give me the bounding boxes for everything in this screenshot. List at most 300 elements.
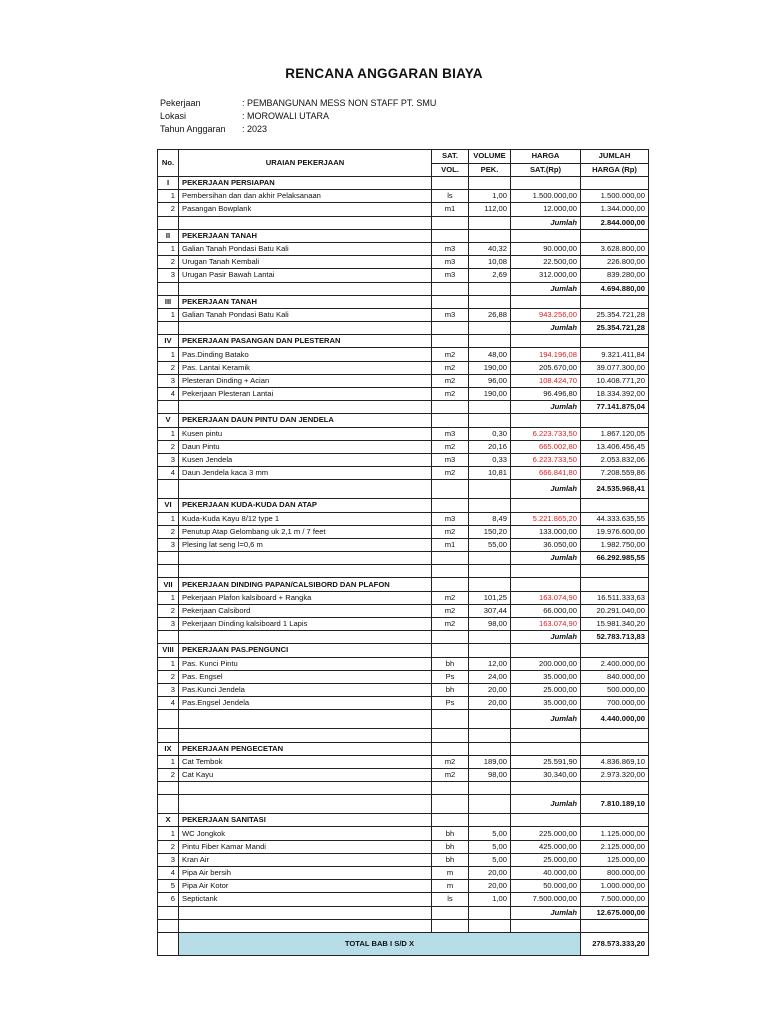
empty-cell [511,499,581,512]
item-number: 2 [158,840,179,853]
item-total: 1.000.000,00 [581,880,649,893]
meta-label: Pekerjaan [160,98,201,108]
item-unit: Ps [432,697,469,710]
item-volume: 26,88 [469,308,511,321]
empty-cell [511,335,581,348]
empty-cell [469,919,511,932]
item-unit-price: 40.000,00 [511,867,581,880]
empty-cell [158,906,179,919]
item-description: Kusen Jendela [179,453,432,466]
table-row [158,190,649,203]
empty-cell [179,552,432,565]
item-volume: 1,00 [469,190,511,203]
table-row [158,880,649,893]
item-number: 1 [158,657,179,670]
item-description: Penutup Atap Gelombang uk 2,1 m / 7 feet [179,525,432,538]
item-description: Pas. Lantai Keramik [179,361,432,374]
item-total: 9.321.411,84 [581,348,649,361]
empty-cell [432,565,469,578]
meta-value: : MOROWALI UTARA [242,111,330,121]
item-description: Pas.Kunci Jendela [179,683,432,696]
item-volume: 112,00 [469,203,511,216]
item-volume: 2,69 [469,269,511,282]
empty-cell [469,216,511,229]
item-unit: m2 [432,374,469,387]
empty-cell [511,414,581,427]
table-row [158,308,649,321]
empty-cell [158,729,179,742]
section-row [158,295,649,308]
item-total: 2.400.000,00 [581,657,649,670]
item-unit: m2 [432,618,469,631]
empty-cell [581,499,649,512]
subtotal-value: 24.535.968,41 [581,480,649,499]
empty-cell [432,631,469,644]
item-unit: m2 [432,440,469,453]
section-number: II [158,229,179,242]
table-row [158,840,649,853]
empty-cell [179,401,432,414]
item-number: 4 [158,697,179,710]
empty-cell [581,814,649,827]
grand-total-value: 278.573.333,20 [581,932,649,955]
empty-cell [158,480,179,499]
empty-cell [511,578,581,591]
section-name: PEKERJAAN DAUN PINTU DAN JENDELA [179,414,432,427]
item-total: 2.973.320,00 [581,768,649,781]
item-total: 1.982.750,00 [581,538,649,551]
item-volume: 190,00 [469,361,511,374]
meta-label: Tahun Anggaran [160,124,226,134]
item-unit-price: 25.000,00 [511,853,581,866]
table-row [158,269,649,282]
blank-row [158,565,649,578]
item-unit-price: 35.000,00 [511,697,581,710]
empty-cell [581,335,649,348]
item-number: 1 [158,755,179,768]
item-volume: 189,00 [469,755,511,768]
item-unit-price: 943.256,00 [511,308,581,321]
subtotal-value: 4.440.000,00 [581,710,649,729]
item-description: Pekerjaan Calsibord [179,604,432,617]
item-unit: m3 [432,269,469,282]
item-unit: m3 [432,308,469,321]
empty-cell [179,480,432,499]
item-unit-price: 35.000,00 [511,670,581,683]
empty-cell [511,814,581,827]
subtotal-value: 7.810.189,10 [581,795,649,814]
item-number: 1 [158,427,179,440]
table-row [158,440,649,453]
empty-cell [432,499,469,512]
table-row [158,453,649,466]
item-unit: m2 [432,591,469,604]
empty-cell [469,729,511,742]
item-volume: 98,00 [469,618,511,631]
item-number: 3 [158,538,179,551]
table-row [158,827,649,840]
table-row [158,683,649,696]
subtotal-value: 25.354.721,28 [581,322,649,335]
item-volume: 24,00 [469,670,511,683]
item-volume: 0,33 [469,453,511,466]
empty-cell [432,216,469,229]
item-number: 2 [158,670,179,683]
item-number: 2 [158,768,179,781]
section-row [158,177,649,190]
empty-cell [469,710,511,729]
empty-cell [581,295,649,308]
empty-cell [179,565,432,578]
section-row [158,229,649,242]
empty-cell [581,229,649,242]
header-jumlah: JUMLAH [581,150,649,164]
grand-total-label: TOTAL BAB I S/D X [179,932,581,955]
subtotal-value: 66.292.985,55 [581,552,649,565]
item-unit-price: 163.074,90 [511,591,581,604]
blank-row [158,919,649,932]
subtotal-value: 4.694.880,00 [581,282,649,295]
item-unit: m1 [432,203,469,216]
empty-cell [469,177,511,190]
section-row [158,414,649,427]
empty-cell [432,295,469,308]
item-total: 226.800,00 [581,256,649,269]
subtotal-value: 52.783.713,83 [581,631,649,644]
empty-cell [179,631,432,644]
table-row [158,853,649,866]
item-volume: 1,00 [469,893,511,906]
item-description: Pekerjaan Plesteran Lantai [179,388,432,401]
section-name: PEKERJAAN PAS.PENGUNCI [179,644,432,657]
item-description: Pas.Engsel Jendela [179,697,432,710]
empty-cell [469,414,511,427]
table-row [158,361,649,374]
empty-cell [179,729,432,742]
empty-cell [432,795,469,814]
table-row [158,525,649,538]
subtotal-row [158,480,649,499]
item-description: Galian Tanah Pondasi Batu Kali [179,242,432,255]
section-number: IV [158,335,179,348]
item-total: 18.334.392,00 [581,388,649,401]
subtotal-label: Jumlah [511,710,581,729]
table-row [158,657,649,670]
subtotal-row [158,322,649,335]
header-sat-rp: SAT.(Rp) [511,163,581,177]
empty-cell [432,742,469,755]
header-sat: SAT. [432,150,469,164]
item-volume: 10,81 [469,467,511,480]
empty-cell [158,932,179,955]
section-number: III [158,295,179,308]
item-total: 1.125.000,00 [581,827,649,840]
item-volume: 12,00 [469,657,511,670]
item-volume: 8,49 [469,512,511,525]
empty-cell [158,710,179,729]
empty-cell [179,322,432,335]
item-total: 25.354.721,28 [581,308,649,321]
item-volume: 98,00 [469,768,511,781]
item-number: 1 [158,242,179,255]
empty-cell [469,644,511,657]
empty-cell [432,552,469,565]
empty-cell [469,795,511,814]
empty-cell [432,229,469,242]
empty-cell [432,782,469,795]
subtotal-row [158,216,649,229]
item-total: 1.500.000,00 [581,190,649,203]
item-number: 3 [158,453,179,466]
subtotal-value: 12.675.000,00 [581,906,649,919]
empty-cell [581,565,649,578]
table-row [158,538,649,551]
table-row [158,427,649,440]
item-description: Pas. Engsel [179,670,432,683]
item-number: 3 [158,618,179,631]
meta-label: Lokasi [160,111,187,121]
empty-cell [511,295,581,308]
item-unit: m3 [432,256,469,269]
empty-cell [469,229,511,242]
item-unit: m3 [432,453,469,466]
item-unit-price: 12.000,00 [511,203,581,216]
item-total: 800.000,00 [581,867,649,880]
table-body [158,177,649,956]
item-total: 44.333.635,55 [581,512,649,525]
meta-pekerjaan [160,98,436,108]
item-unit: bh [432,827,469,840]
section-row [158,814,649,827]
empty-cell [469,499,511,512]
empty-cell [469,578,511,591]
empty-cell [432,414,469,427]
item-total: 2.125.000,00 [581,840,649,853]
empty-cell [511,782,581,795]
header-harga-rp: HARGA (Rp) [581,163,649,177]
item-number: 3 [158,853,179,866]
item-number: 3 [158,269,179,282]
item-description: Pembersihan dan dan akhir Pelaksanaan [179,190,432,203]
subtotal-row [158,282,649,295]
item-volume: 101,25 [469,591,511,604]
item-unit-price: 163.074,90 [511,618,581,631]
subtotal-value: 2.844.000,00 [581,216,649,229]
empty-cell [511,919,581,932]
item-unit: m2 [432,348,469,361]
item-unit: m2 [432,467,469,480]
item-description: Cat Kayu [179,768,432,781]
item-volume: 0,30 [469,427,511,440]
table-row [158,374,649,387]
item-unit: m2 [432,388,469,401]
item-description: Pas.Dinding Batako [179,348,432,361]
table-row [158,867,649,880]
empty-cell [158,322,179,335]
item-volume: 20,00 [469,867,511,880]
meta-lokasi [160,111,329,121]
subtotal-row [158,795,649,814]
item-number: 2 [158,440,179,453]
empty-cell [179,710,432,729]
item-number: 2 [158,361,179,374]
empty-cell [432,644,469,657]
subtotal-label: Jumlah [511,216,581,229]
table-row [158,256,649,269]
table-row [158,512,649,525]
item-volume: 150,20 [469,525,511,538]
subtotal-label: Jumlah [511,480,581,499]
empty-cell [469,322,511,335]
item-number: 4 [158,467,179,480]
item-description: Galian Tanah Pondasi Batu Kali [179,308,432,321]
header-pek: PEK. [469,163,511,177]
item-description: Pekerjaan Dinding kalsiboard 1 Lapis [179,618,432,631]
item-unit-price: 25.591,90 [511,755,581,768]
item-unit: m2 [432,604,469,617]
item-number: 2 [158,525,179,538]
empty-cell [581,729,649,742]
item-total: 840.000,00 [581,670,649,683]
subtotal-value: 77.141.875,04 [581,401,649,414]
subtotal-label: Jumlah [511,906,581,919]
empty-cell [469,552,511,565]
item-total: 2.053.832,06 [581,453,649,466]
item-unit-price: 90.000,00 [511,242,581,255]
item-number: 1 [158,591,179,604]
item-volume: 96,00 [469,374,511,387]
item-unit-price: 66.000,00 [511,604,581,617]
empty-cell [158,401,179,414]
empty-cell [432,906,469,919]
item-description: Daun Pintu [179,440,432,453]
item-unit-price: 425.000,00 [511,840,581,853]
empty-cell [432,729,469,742]
item-total: 7.208.559,86 [581,467,649,480]
table-row [158,388,649,401]
subtotal-row [158,710,649,729]
item-total: 1.867.120,05 [581,427,649,440]
empty-cell [179,795,432,814]
subtotal-label: Jumlah [511,631,581,644]
empty-cell [469,742,511,755]
empty-cell [158,782,179,795]
item-unit: m3 [432,242,469,255]
empty-cell [581,742,649,755]
item-volume: 307,44 [469,604,511,617]
section-row [158,499,649,512]
item-description: Pasangan Bowplank [179,203,432,216]
empty-cell [179,919,432,932]
item-volume: 5,00 [469,840,511,853]
subtotal-row [158,401,649,414]
item-number: 4 [158,388,179,401]
item-number: 2 [158,256,179,269]
table-row [158,348,649,361]
empty-cell [469,565,511,578]
subtotal-label: Jumlah [511,795,581,814]
empty-cell [469,295,511,308]
item-description: Septictank [179,893,432,906]
empty-cell [158,282,179,295]
table-row [158,604,649,617]
item-number: 6 [158,893,179,906]
item-total: 125.000,00 [581,853,649,866]
item-volume: 10,08 [469,256,511,269]
item-number: 2 [158,203,179,216]
empty-cell [432,919,469,932]
item-unit: m1 [432,538,469,551]
empty-cell [511,742,581,755]
item-description: Plesing lat seng l=0,6 m [179,538,432,551]
item-unit: m2 [432,755,469,768]
section-name: PEKERJAAN KUDA-KUDA DAN ATAP [179,499,432,512]
item-unit: m2 [432,768,469,781]
empty-cell [158,631,179,644]
empty-cell [469,282,511,295]
section-name: PEKERJAAN DINDING PAPAN/CALSIBORD DAN PLAFON [179,578,432,591]
empty-cell [469,631,511,644]
item-description: Pintu Fiber Kamar Mandi [179,840,432,853]
item-description: Pipa Air bersih [179,867,432,880]
empty-cell [158,552,179,565]
item-volume: 20,00 [469,683,511,696]
item-unit: m3 [432,427,469,440]
item-unit-price: 200.000,00 [511,657,581,670]
meta-tahun [160,124,267,134]
header-vol: VOL. [432,163,469,177]
item-unit: m2 [432,525,469,538]
item-number: 4 [158,867,179,880]
item-unit-price: 7.500.000,00 [511,893,581,906]
section-number: VIII [158,644,179,657]
item-unit-price: 96.496,80 [511,388,581,401]
item-unit-price: 133.000,00 [511,525,581,538]
item-unit-price: 6.223.733,50 [511,427,581,440]
section-name: PEKERJAAN PERSIAPAN [179,177,432,190]
item-unit: bh [432,657,469,670]
item-unit-price: 312.000,00 [511,269,581,282]
item-description: Daun Jendela kaca 3 mm [179,467,432,480]
item-description: Kusen pintu [179,427,432,440]
item-total: 1.344.000,00 [581,203,649,216]
item-description: WC Jongkok [179,827,432,840]
item-description: Kuda-Kuda Kayu 8/12 type 1 [179,512,432,525]
empty-cell [432,282,469,295]
empty-cell [432,322,469,335]
item-number: 5 [158,880,179,893]
item-number: 1 [158,190,179,203]
item-number: 3 [158,374,179,387]
item-unit-price: 194.196,08 [511,348,581,361]
table-row [158,591,649,604]
empty-cell [432,177,469,190]
meta-value: : PEMBANGUNAN MESS NON STAFF PT. SMU [242,98,437,108]
empty-cell [179,216,432,229]
section-name: PEKERJAAN TANAH [179,295,432,308]
empty-cell [432,480,469,499]
header-uraian: URAIAN PEKERJAAN [179,150,432,177]
section-name: PEKERJAAN PENGECETAN [179,742,432,755]
item-volume: 20,16 [469,440,511,453]
item-description: Cat Tembok [179,755,432,768]
empty-cell [158,565,179,578]
item-total: 15.981.340,20 [581,618,649,631]
table-row [158,697,649,710]
empty-cell [179,906,432,919]
item-volume: 20,00 [469,697,511,710]
empty-cell [581,919,649,932]
